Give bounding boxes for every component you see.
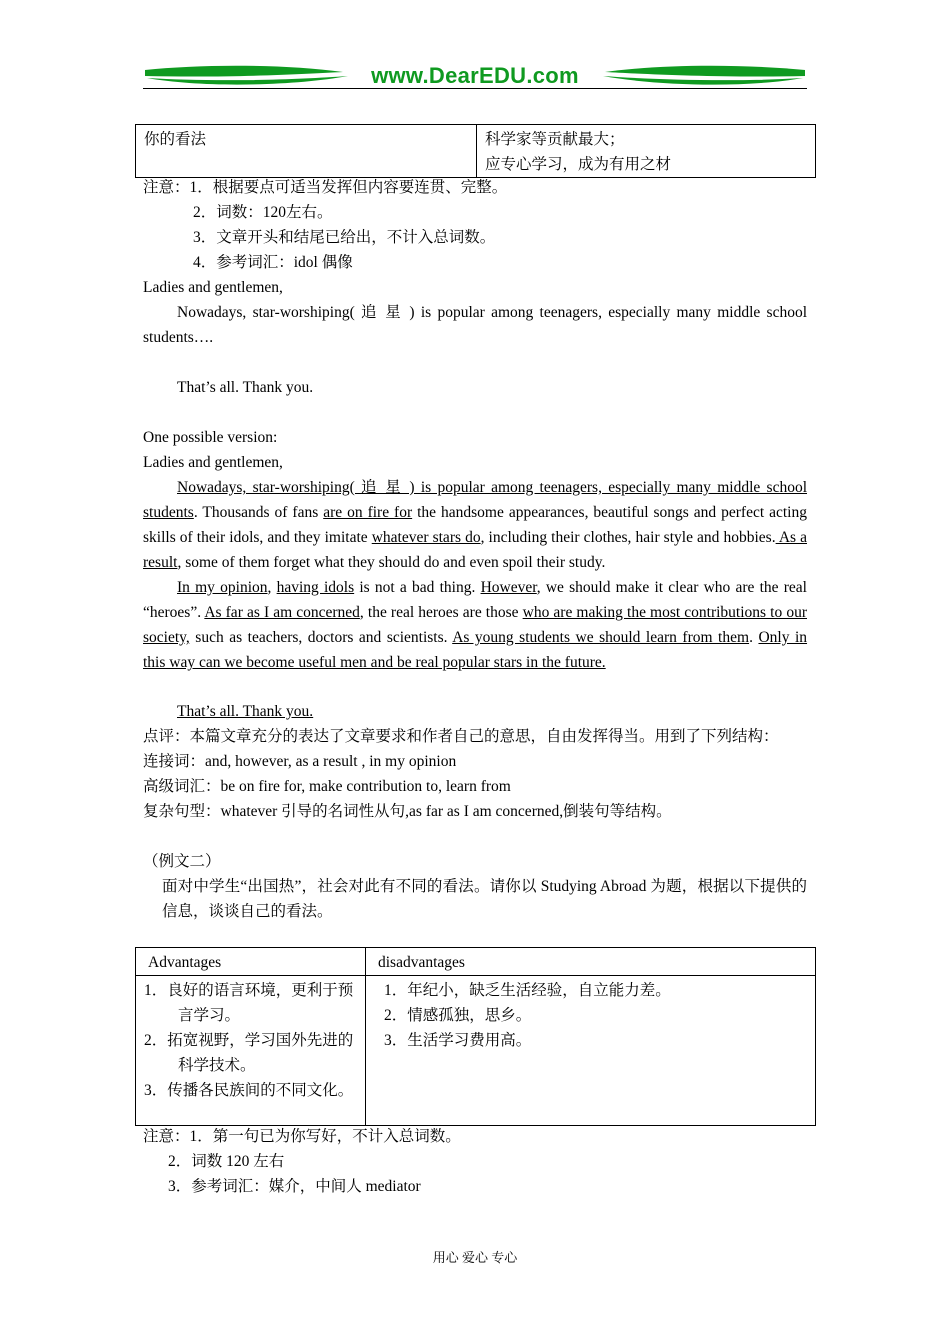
version-paragraph-2 — [143, 575, 807, 675]
version-label: One possible version: — [143, 429, 278, 446]
prompt-opening: Nowadays, star-worshiping( 追 星 ) is popular among teenagers, especially many middle school students…. — [143, 304, 807, 346]
advantages-header: Advantages — [136, 948, 366, 976]
disadvantage-item: 1．年纪小，缺乏生活经验，自立能力差。 — [384, 982, 671, 999]
underlined-phrase: However — [480, 579, 537, 596]
text-run: , we should make it clear who are the real “heroes”. — [143, 579, 807, 621]
opinion-label-cell — [136, 125, 477, 178]
text-run: , — [267, 579, 277, 596]
page-footer: 用心 爱心 专心 — [432, 1250, 518, 1265]
advantages-cell — [136, 976, 366, 1126]
version-greeting: Ladies and gentlemen, — [143, 454, 283, 471]
site-logo-text: www.DearEDU.com — [371, 63, 579, 88]
text-run: , the real heroes are those — [359, 604, 523, 621]
note-2: 2．词数：120左右。 — [193, 204, 333, 221]
underlined-phrase: Nowadays, star-worshiping( 追 星 ) is popular among teenagers, especially many middle school students — [143, 479, 807, 521]
text-run: , some of them forget what they should do and even spoil their study. — [177, 554, 606, 571]
text-run: is not a bad thing. — [354, 579, 481, 596]
comment-vocabulary: 高级词汇：be on fire for, make contribution to, learn from — [143, 778, 511, 795]
underlined-phrase: In my opinion — [177, 579, 268, 596]
note-3: 3．文章开头和结尾已给出，不计入总词数。 — [193, 229, 496, 246]
note-1: 注意：1．根据要点可适当发挥但内容要连贯、完整。 — [143, 179, 508, 196]
disadvantages-cell — [366, 976, 816, 1126]
version-closing — [177, 699, 841, 724]
note2-2: 2．词数 120 左右 — [168, 1153, 285, 1170]
note2-3: 3．参考词汇：媒介，中间人 mediator — [168, 1178, 421, 1195]
note-4: 4．参考词汇：idol 偶像 — [193, 254, 353, 271]
underlined-phrase: As young students we should learn from them — [452, 629, 750, 646]
text-run: . — [749, 629, 759, 646]
disadvantages-header: disadvantages — [366, 948, 816, 976]
underlined-phrase: whatever stars do — [371, 529, 481, 546]
underlined-phrase: As far as I am concerned — [204, 604, 360, 621]
header-rule — [143, 88, 807, 89]
advantage-item: 1．良好的语言环境，更利于预言学习。 — [144, 982, 354, 1024]
comment-sentences: 复杂句型：whatever 引导的名词性从句,as far as I am concerned,倒装句等结构。 — [143, 803, 672, 820]
underlined-phrase: who are making the most contributions to our society, — [143, 604, 807, 646]
underlined-phrase: Only in this way can we become useful men and be real popular stars in the future. — [143, 629, 808, 671]
opinion-table — [135, 124, 816, 178]
disadvantage-item: 2．情感孤独，思乡。 — [384, 1007, 532, 1024]
text-run: such as teachers, doctors and scientists. — [189, 629, 453, 646]
prompt-greeting: Ladies and gentlemen, — [143, 279, 283, 296]
pros-cons-table — [135, 947, 816, 1126]
disadvantage-item: 3．生活学习费用高。 — [384, 1032, 532, 1049]
underlined-phrase: are on fire for — [323, 504, 413, 521]
opinion-line-1: 科学家等贡献最大； — [485, 131, 625, 148]
underlined-phrase: That’s all. Thank you. — [177, 703, 314, 720]
opinion-line-2: 应专心学习，成为有用之材 — [485, 156, 672, 173]
example2-intro: 面对中学生“出国热”，社会对此有不同的看法。请你以 Studying Abroad 为题，根据以下提供的信息，谈谈自己的看法。 — [162, 878, 807, 920]
opinion-label: 你的看法 — [144, 131, 207, 148]
comment-summary: 点评：本篇文章充分的表达了文章要求和作者自己的意思，自由发挥得当。用到了下列结构： — [143, 728, 779, 745]
comment-connectives: 连接词：and, however, as a result , in my opinion — [143, 753, 457, 770]
underlined-phrase: As a result — [143, 529, 807, 571]
note2-1: 注意：1．第一句已为你写好，不计入总词数。 — [143, 1128, 461, 1145]
prompt-closing: That’s all. Thank you. — [177, 379, 314, 396]
underlined-phrase: having idols — [276, 579, 355, 596]
text-run: the handsome appearances, beautiful songs and perfect acting skills of their idols, and they imitate — [143, 504, 807, 546]
example2-title: （例文二） — [143, 853, 221, 870]
opinion-content-cell — [477, 125, 816, 178]
advantage-item: 3．传播各民族间的不同文化。 — [144, 1082, 354, 1099]
advantage-item: 2．拓宽视野，学习国外先进的科学技术。 — [144, 1032, 354, 1074]
version-paragraph-1 — [143, 475, 807, 575]
text-run: , including their clothes, hair style and hobbies. — [480, 529, 776, 546]
text-run: . Thousands of fans — [193, 504, 324, 521]
